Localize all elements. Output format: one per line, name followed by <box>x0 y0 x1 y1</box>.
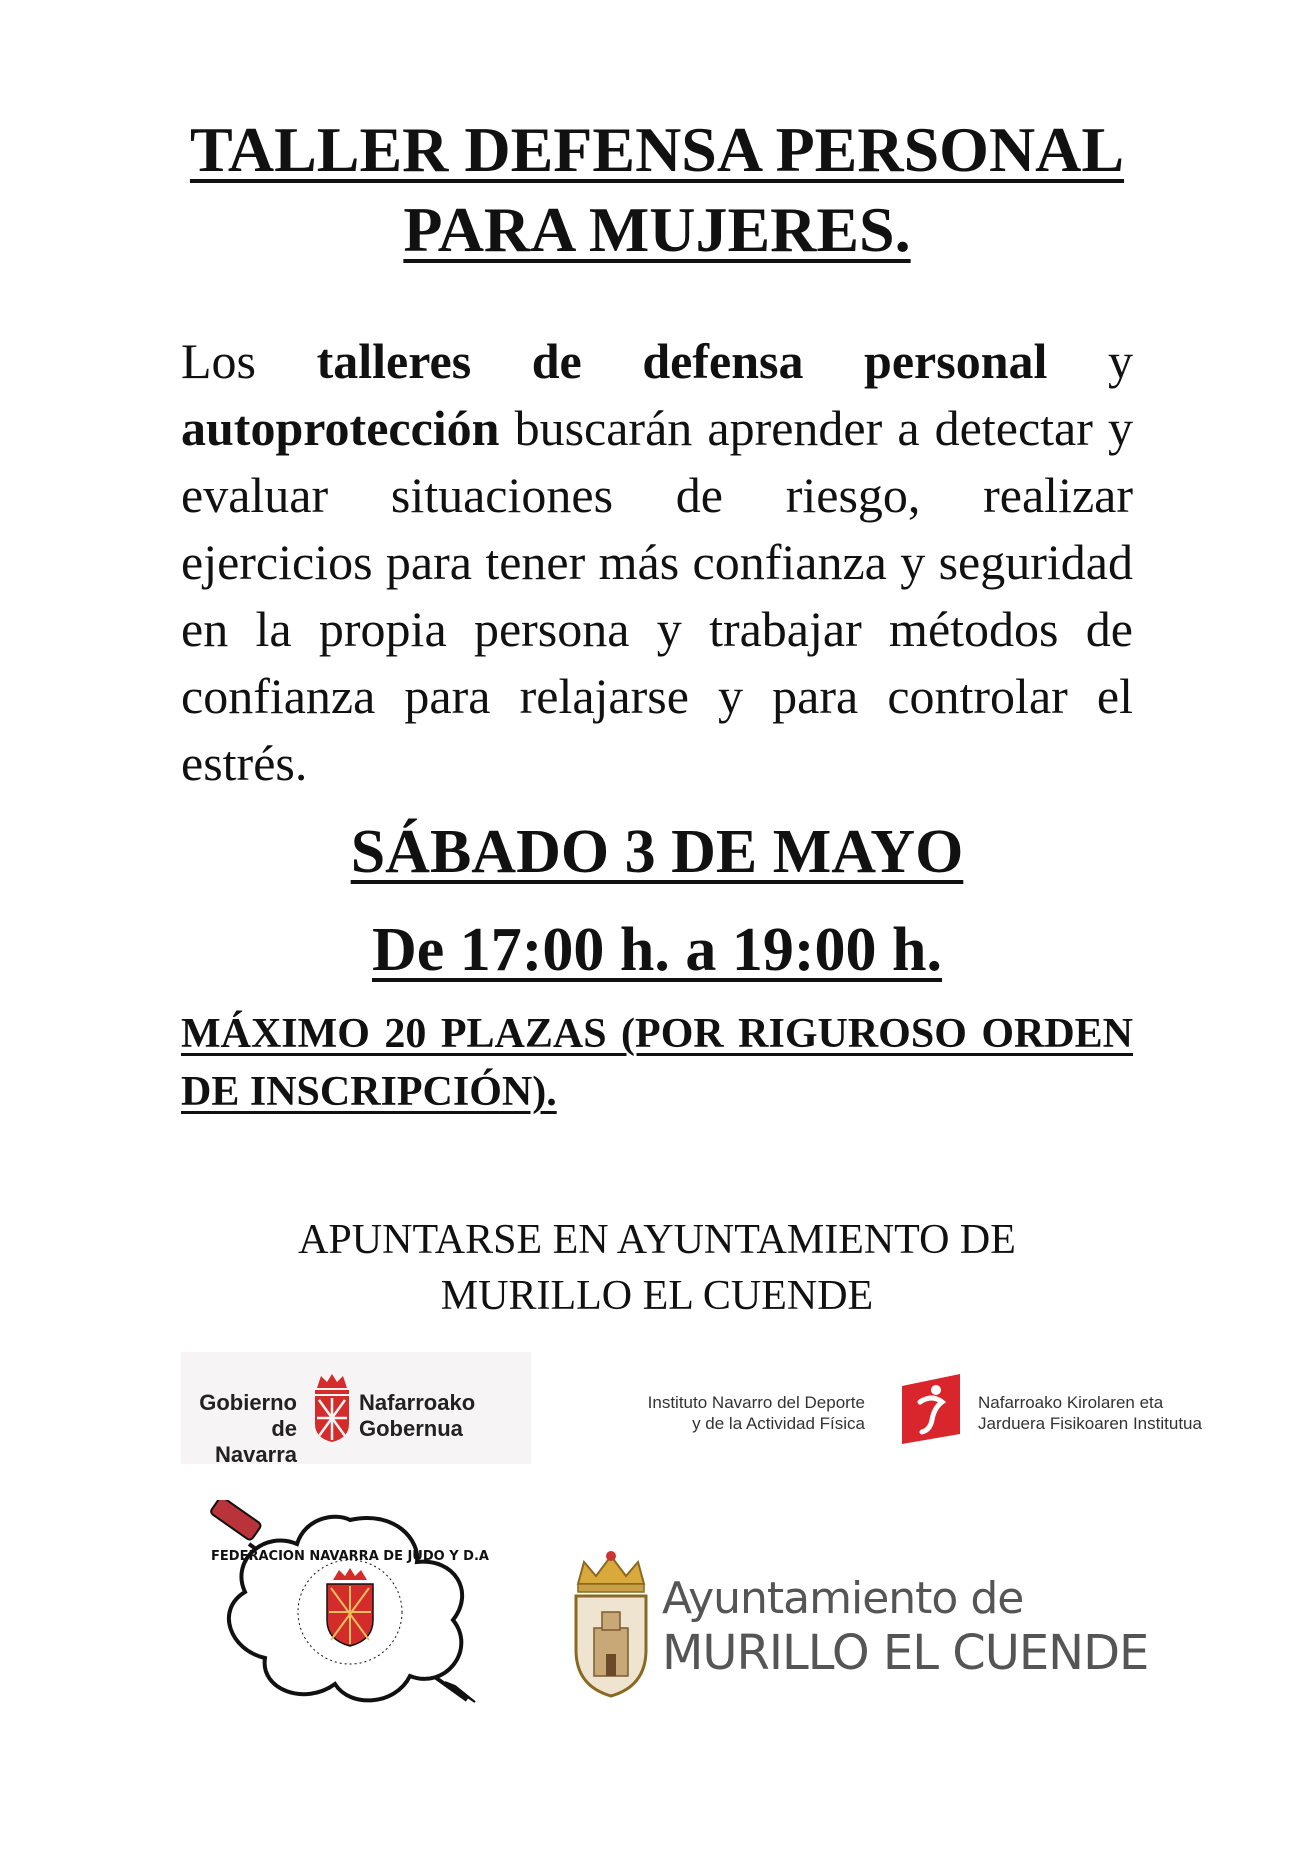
navarra-shield-icon <box>327 1568 373 1646</box>
signup-line-1: APUNTARSE EN AYUNTAMIENTO DE <box>298 1217 1016 1263</box>
signup-line-2: MURILLO EL CUENDE <box>440 1273 874 1319</box>
signup-instructions <box>0 1212 1314 1324</box>
event-time <box>0 914 1314 986</box>
title-line-1: TALLER DEFENSA PERSONAL <box>189 114 1125 185</box>
page-title <box>0 110 1314 270</box>
murillo-crest-icon <box>568 1550 654 1700</box>
instituto-deporte-logo <box>647 1370 1220 1460</box>
event-date-text: SÁBADO 3 DE MAYO <box>350 818 964 886</box>
navarra-coat-of-arms-icon <box>311 1372 353 1444</box>
federacion-judo-logo <box>205 1500 495 1710</box>
ayuntamiento-line-2: MURILLO EL CUENDE <box>662 1625 1149 1681</box>
description-paragraph <box>181 328 1133 797</box>
indaf-runner-icon <box>898 1372 964 1446</box>
gobierno-text-left: Gobierno de Navarra <box>199 1390 297 1467</box>
description-text-3: buscarán aprender a detectar y evaluar situaciones de riesgo, realizar ejercicios para tener más confianza y seguridad en la propia persona y trabajar métodos de confianza para relajarse y para controlar el estrés. <box>181 400 1133 791</box>
instituto-text-right: Nafarroako Kirolaren eta Jarduera Fisikoaren Institutua <box>978 1393 1202 1433</box>
event-date <box>0 816 1314 888</box>
title-line-2: PARA MUJERES. <box>403 194 911 265</box>
ayuntamiento-wordmark <box>662 1572 1148 1680</box>
federacion-text: FEDERACION NAVARRA DE JUDO Y D.A <box>211 1549 489 1564</box>
description-bold-1: talleres de defensa personal <box>316 333 1048 389</box>
description-text-1: Los <box>181 333 317 389</box>
max-places-notice: MÁXIMO 20 PLAZAS (POR RIGUROSO ORDEN DE INSCRIPCIÓN). <box>181 1011 1133 1115</box>
instituto-text-left: Instituto Navarro del Deporte y de la Actividad Física <box>647 1393 865 1433</box>
gobierno-navarra-logo <box>181 1352 531 1467</box>
description-bold-2: autoprotección <box>181 400 500 456</box>
gobierno-text-right: Nafarroako Gobernua <box>359 1390 476 1441</box>
ayuntamiento-line-1: Ayuntamiento de <box>662 1573 1024 1624</box>
description-text-2: y <box>1047 333 1133 389</box>
event-time-text: De 17:00 h. a 19:00 h. <box>371 916 943 984</box>
